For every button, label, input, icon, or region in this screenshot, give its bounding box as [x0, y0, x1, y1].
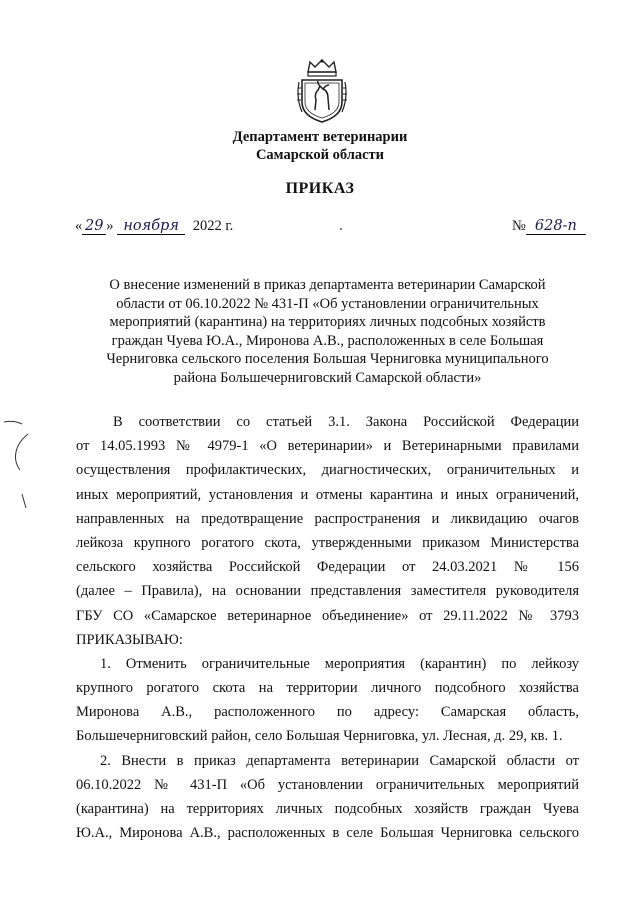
stray-dot: [340, 228, 342, 230]
body-line-item-1: 1. Отменить ограничительные мероприятия (карантин) по лейкозу: [100, 655, 579, 672]
order-subject: [85, 276, 570, 387]
margin-pencil-marks: [0, 400, 50, 520]
subject-line: района Большечерниговский Самарской области»: [173, 369, 482, 386]
subject-line: граждан Чуева Ю.А., Миронова А.В., расположенных в селе Большая: [111, 332, 544, 349]
order-title: ПРИКАЗ: [285, 180, 355, 197]
body-line: ГБУ СО «Самарское ветеринарное объединение» от 29.11.2022 № 3793: [76, 607, 579, 624]
subject-line: Черниговка сельского поселения Большая Черниговка муниципального: [106, 351, 549, 367]
body-line-order-word: ПРИКАЗЫВАЮ:: [76, 631, 183, 648]
body-line: Миронова А.В., расположенного по адресу: Самарская область,: [76, 704, 579, 721]
department-name-line2: Самарской области: [255, 147, 385, 163]
date-year: 2022 г.: [192, 218, 234, 234]
body-line: крупного рогатого скота на территории личного подсобного хозяйства: [76, 680, 579, 697]
body-line: лейкоза крупного рогатого скота, утвержденными приказом Министерства: [76, 534, 579, 551]
body-line: от 14.05.1993 № 4979-1 «О ветеринарии» и Ветеринарными правилами: [76, 438, 579, 455]
subject-line: мероприятий (карантина) на территориях личных подсобных хозяйств: [109, 314, 546, 330]
order-number-handwritten: 628-п: [526, 218, 586, 235]
body-line: (карантина) на территориях личных подсобных хозяйств граждан Чуева: [76, 801, 579, 817]
body-line: Большечерниговский район, село Большая Черниговка, ул. Лесная, д. 29, кв. 1.: [76, 728, 563, 745]
body-line: иных мероприятий, установления и отмены карантина и иных ограничений,: [76, 486, 579, 503]
subject-line: О внесение изменений в приказ департамента ветеринарии Самарской: [109, 277, 546, 293]
body-line-item-2: 2. Внести в приказ департамента ветеринарии Самарской области от: [100, 752, 579, 769]
order-number-prefix: №: [512, 218, 526, 234]
body-line: 06.10.2022 № 431-П «Об установлении ограничительных мероприятий: [76, 776, 579, 793]
body-line: Ю.А., Миронова А.В., расположенных в селе Большая Черниговка сельского: [76, 825, 579, 842]
order-date: [75, 218, 233, 235]
body-line: (далее – Правила), на основании представления заместителя руководителя: [76, 583, 579, 600]
body-line: В соответствии со статьей 3.1. Закона Российской Федерации: [113, 414, 579, 430]
order-number: [512, 218, 586, 235]
samara-coat-of-arms-emblem: [296, 58, 348, 124]
body-line: осуществления профилактических, диагностических, ограничительных и: [76, 462, 579, 479]
date-day-handwritten: 29: [82, 218, 106, 235]
date-quote-close: »: [106, 218, 114, 234]
date-month-handwritten: ноября: [117, 218, 185, 235]
body-line: направленных на предотвращение распространения и ликвидацию очагов: [76, 510, 579, 527]
body-line: сельского хозяйства Российской Федерации от 24.03.2021 № 156: [76, 559, 579, 576]
subject-line: области от 06.10.2022 № 431-П «Об установлении ограничительных: [116, 295, 539, 312]
date-quote-open: «: [75, 218, 83, 234]
order-body: [76, 410, 579, 845]
department-name-line1: Департамент ветеринарии: [232, 129, 408, 145]
